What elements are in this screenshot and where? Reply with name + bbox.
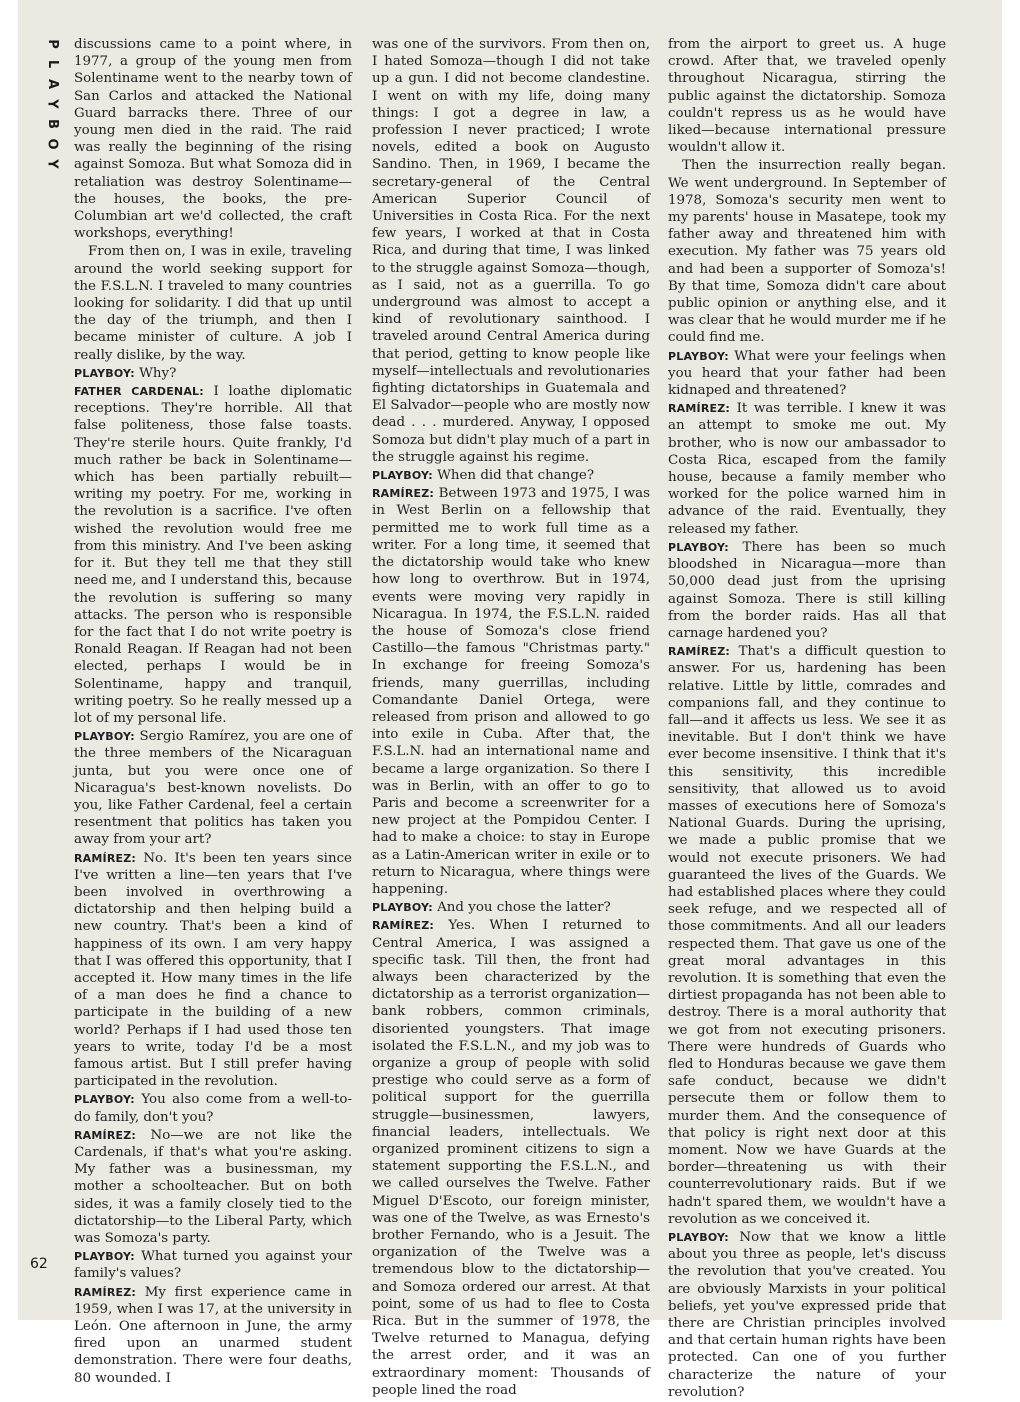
speaker-label: PLAYBOY:	[74, 730, 135, 744]
body-paragraph	[74, 36, 352, 242]
interview-paragraph	[372, 917, 650, 1399]
body-paragraph	[74, 243, 352, 363]
interview-paragraph	[668, 1229, 946, 1401]
speaker-label: RAMÍREZ:	[668, 645, 730, 659]
interview-paragraph	[668, 400, 946, 538]
speaker-label: PLAYBOY:	[668, 1231, 729, 1245]
interview-paragraph	[372, 485, 650, 898]
interview-paragraph	[74, 728, 352, 848]
paragraph-text: Sergio Ramírez, you are one of the three members of the Nicaraguan junta, but you were once one of Nicaragua's best-known novelists. Do you, like Father Cardenal, feel a certain resentment that politics has taken you away from your art?	[74, 729, 352, 848]
interview-paragraph	[74, 365, 352, 382]
paragraph-text: No—we are not like the Cardenals, if that's what you're asking. My father was a businessman, my mother a schoolteacher. But on both sides, it was a family closely tied to the dictatorship—to the Liberal Party, which was Somoza's party.	[74, 1127, 352, 1247]
interview-paragraph	[668, 643, 946, 1228]
paragraph-text: Why?	[139, 365, 177, 381]
paragraph-text: From then on, I was in exile, traveling around the world seeking support for the F.S.L.N. I traveled to many countries looking for solidarity. I did that up until the day of the triumph, and then I became minister of culture. A job I really dislike, by the way.	[74, 244, 352, 363]
paragraph-text: Yes. When I returned to Central America, I was assigned a specific task. Till then, the front had always been characterized by the dictatorship as a terrorist organization—bank robbers, common criminals, disoriented youngsters. That image isolated the F.S.L.N., and my job was to organize a group of people with solid prestige who could serve as a form of political support for the guerrilla struggle—businessmen, lawyers, financial leaders, intellectuals. We organized prominent citizens to sign a statement supporting the F.S.L.N., and we called ourselves the Twelve. Father Miguel D'Escoto, our foreign minister, was one of the Twelve, as was Ernesto's brother Fernando, who is a Jesuit. The organization of the Twelve was a tremendous blow to the dictatorship—and Somoza ordered our arrest. At that point, some of us had to flee to Costa Rica. But in the summer of 1978, the Twelve returned to Managua, defying the arrest order, and it was an extraordinary moment: Thousands of people lined the road	[372, 918, 650, 1398]
speaker-label: RAMÍREZ:	[74, 1285, 136, 1299]
speaker-label: RAMÍREZ:	[372, 919, 434, 933]
paragraph-text: And you chose the latter?	[437, 900, 611, 916]
paragraph-text: It was terrible. I knew it was an attempt to smoke me out. My brother, who is now our ambassador to Costa Rica, escaped from the family house, because a family member who worked for the police warned him in advance of the raid. Eventually, they released my father.	[668, 401, 946, 537]
interview-paragraph	[74, 383, 352, 727]
speaker-label: PLAYBOY:	[372, 901, 433, 915]
body-paragraph	[668, 157, 946, 346]
paragraph-text: discussions came to a point where, in 1977, a group of the young men from Solentiname went to the nearby town of San Carlos and attacked the National Guard barracks there. Three of our young men died in the raid. The raid was really the beginning of the rising against Somoza. But what Somoza did in retaliation was destroy Solentiname—the houses, the books, the pre-Columbian art we'd collected, the craft workshops, everything!	[74, 37, 352, 242]
body-paragraph	[372, 36, 650, 466]
masthead-letter: A	[45, 78, 60, 90]
masthead-letter: L	[44, 59, 60, 69]
magazine-page	[18, 0, 1002, 1400]
paragraph-text: You also come from a well-to-do family, don't you?	[74, 1092, 352, 1125]
interview-paragraph	[74, 1284, 352, 1387]
paragraph-text: There has been so much bloodshed in Nicaragua—more than 50,000 dead just from the uprising against Somoza. There is still killing from the border raids. Has all that carnage hardened you?	[668, 539, 946, 641]
body-paragraph	[668, 36, 946, 156]
paragraph-text: Now that we know a little about you three as people, let's discuss the revolution that you've created. You are obviously Marxists in your political beliefs, yet you've expressed pride that there are Christian principles involved and that certain human rights have been protected. Can one of you further characterize the nature of your revolution?	[668, 1230, 947, 1400]
masthead-letter: B	[44, 119, 60, 129]
page-number: 62	[30, 1256, 48, 1272]
speaker-label: PLAYBOY:	[372, 469, 433, 483]
paragraph-text: What turned you against your family's values?	[74, 1249, 353, 1282]
paragraph-text: from the airport to greet us. A huge crowd. After that, we traveled openly throughout Nicaragua, stirring the public against the dictatorship. Somoza couldn't repress us as he would have liked—because international pressure wouldn't allow it.	[668, 37, 946, 156]
speaker-label: RAMÍREZ:	[372, 487, 434, 501]
paragraph-text: When did that change?	[437, 468, 595, 484]
masthead-letter: Y	[44, 159, 60, 169]
speaker-label: RAMÍREZ:	[668, 402, 730, 416]
speaker-label: PLAYBOY:	[74, 1093, 135, 1107]
paragraph-text: Then the insurrection really began. We went underground. In September of 1978, Somoza's security men went to my parents' house in Masatepe, took my father away and threatened him with execution. My father was 75 years old and had been a supporter of Somoza's! By that time, Somoza didn't care about public opinion or anything else, and it was clear that he would murder me if he could find me.	[668, 158, 946, 346]
interview-paragraph	[74, 1248, 352, 1282]
paragraph-text: My first experience came in 1959, when I was 17, at the university in León. One afternoon in June, the army fired upon an unarmed student demonstration. There were four deaths, 80 wounded. I	[74, 1284, 352, 1386]
speaker-label: PLAYBOY:	[74, 366, 135, 380]
paragraph-text: Between 1973 and 1975, I was in West Berlin on a fellowship that permitted me to work full time as a writer. For a long time, it seemed that the dictatorship would take who knew how long to overthrow. But in 1974, events were moving very rapidly in Nicaragua. In 1974, the F.S.L.N. raided the house of Somoza's close friend Castillo—the famous "Christmas party." In exchange for freeing Somoza's friends, many guerrillas, including Comandante Daniel Ortega, were released from prison and allowed to go into exile in Cuba. After that, the F.S.L.N. had an international name and became a large organization. So there I was in Berlin, with an offer to go to Paris and become a screenwriter for a new project at the Pompidou Center. I had to make a choice: to stay in Europe as a Latin-American writer in exile or to return to Nicaragua, where things were happening.	[372, 486, 650, 897]
interview-paragraph	[74, 1127, 352, 1247]
playboy-masthead	[38, 34, 66, 174]
text-column-2	[372, 36, 650, 1400]
interview-paragraph	[372, 467, 650, 484]
interview-paragraph	[668, 348, 946, 400]
speaker-label: PLAYBOY:	[668, 540, 729, 554]
speaker-label: PLAYBOY:	[74, 1250, 135, 1264]
masthead-letter: P	[45, 39, 60, 49]
interview-paragraph	[372, 899, 650, 916]
masthead-letter: Y	[44, 99, 60, 109]
masthead-letter: O	[45, 138, 60, 150]
paragraph-text: I loathe diplomatic receptions. They're horrible. All that false politeness, those false toasts. They're sterile hours. Quite frankly, I'd much rather be back in Solentiname—which has been partially rebuilt—writing my poetry. For me, working in the revolution is a sacrifice. I've often wished the revolution would free me from this ministry. And I've been asking for it. But they tell me that they still need me, and I understand this, because the revolution is suffering so many attacks. The person who is responsible for the fact that I do not write poetry is Ronald Reagan. If Reagan had not been elected, perhaps I would be in Solentiname, happy and tranquil, writing poetry. So he really messed up a lot of my personal life.	[74, 384, 352, 726]
text-column-3	[668, 36, 946, 1402]
speaker-label: RAMÍREZ:	[74, 1128, 136, 1142]
speaker-label: RAMÍREZ:	[74, 851, 136, 865]
interview-paragraph	[74, 1091, 352, 1125]
speaker-label: PLAYBOY:	[668, 349, 729, 363]
paragraph-text: was one of the survivors. From then on, I hated Somoza—though I did not take up a gun. I did not become clandestine. I went on with my life, doing many things: I got a degree in law, a profession I never practiced; I wrote novels, edited a book on Augusto Sandino. Then, in 1969, I became the secretary-general of the Central American Superior Council of Universities in Costa Rica. For the next few years, I worked at that in Costa Rica, and during that time, I was linked to the struggle against Somoza—though, as I said, not as a guerrilla. To go underground was almost to accept a kind of revolutionary sainthood. I traveled around Central America during that period, getting to know people like myself—intellectuals and revolutionaries fighting dictatorships in Guatemala and El Salvador—people who are mostly now dead . . . murdered. Anyway, I opposed Somoza but didn't play much of a part in the struggle against his regime.	[372, 37, 650, 465]
paragraph-text: What were your feelings when you heard that your father had been kidnaped and threatened?	[668, 348, 946, 399]
text-column-1	[74, 36, 352, 1388]
interview-paragraph	[668, 539, 946, 642]
paragraph-text: That's a difficult question to answer. For us, hardening has been relative. Little by little, comrades and companions fall, and they continue to fall—and it affects us less. We see it as inevitable. But I don't think we have ever become insensitive. I think that it's this sensitivity, this incredible sensitivity, that allowed us to avoid masses of executions here of Somoza's National Guards. During the uprising, we made a public promise that we would not execute prisoners. We had guaranteed the lives of the Guards. We had established places where they could seek refuge, and we respected all of those commitments. And all our leaders respected them. That gave us one of the great moral advantages in this revolution. It is something that even the dirtiest propaganda has not been able to destroy. There is a moral authority that we got from not executing prisoners. There were hundreds of Guards who fled to Honduras because we gave them safe conduct, because we didn't persecute them or follow them to murder them. And the consequence of that policy is right next door at this moment. Now we have Guards at the border—threatening us with their counterrevolutionary raids. But if we hadn't spared them, we wouldn't have a revolution as we conceived it.	[668, 644, 946, 1227]
paragraph-text: No. It's been ten years since I've written a line—ten years that I've been involved in overthrowing a dictatorship and then helping build a new country. That's been a kind of happiness of its own. I am very happy that I was offered this opportunity, that I accepted it. How many times in the life of a man does he find a chance to participate in the building of a new world? Perhaps if I had used those ten years to write, today I'd be a most famous artist. But I still prefer having participated in the revolution.	[74, 850, 352, 1090]
interview-paragraph	[74, 850, 352, 1091]
speaker-label: FATHER CARDENAL:	[74, 385, 204, 399]
